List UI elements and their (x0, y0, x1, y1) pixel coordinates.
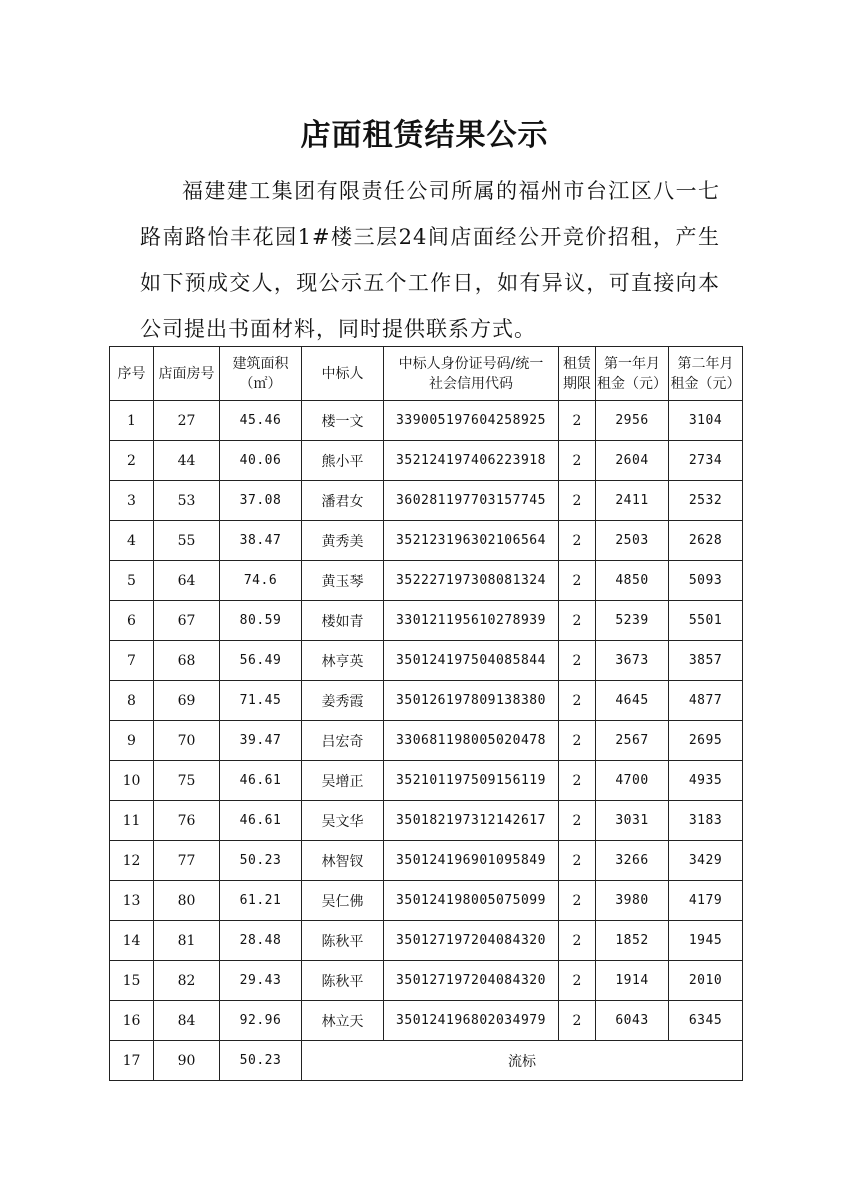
cell-seq: 11 (110, 801, 154, 841)
cell-rent1: 1852 (596, 921, 669, 961)
cell-term: 2 (559, 481, 596, 521)
header-seq: 序号 (110, 347, 154, 401)
table-row (110, 481, 743, 521)
cell-seq: 17 (110, 1041, 154, 1081)
cell-room: 69 (154, 681, 220, 721)
cell-term: 2 (559, 401, 596, 441)
cell-rent2: 3857 (669, 641, 743, 681)
cell-term: 2 (559, 801, 596, 841)
table-row (110, 721, 743, 761)
cell-term: 2 (559, 961, 596, 1001)
cell-id: 339005197604258925 (384, 401, 559, 441)
cell-winner: 潘君女 (302, 481, 384, 521)
cell-rent1: 4645 (596, 681, 669, 721)
cell-id: 352227197308081324 (384, 561, 559, 601)
table-row (110, 841, 743, 881)
cell-room: 70 (154, 721, 220, 761)
cell-rent1: 2503 (596, 521, 669, 561)
header-area (220, 347, 302, 401)
cell-area: 46.61 (220, 761, 302, 801)
cell-winner: 姜秀霞 (302, 681, 384, 721)
cell-area: 40.06 (220, 441, 302, 481)
cell-rent1: 2604 (596, 441, 669, 481)
cell-area: 45.46 (220, 401, 302, 441)
cell-rent2: 2010 (669, 961, 743, 1001)
header-rent-year1 (596, 347, 669, 401)
cell-room: 27 (154, 401, 220, 441)
cell-room: 84 (154, 1001, 220, 1041)
header-id-line2: 社会信用代码 (429, 375, 513, 392)
cell-room: 82 (154, 961, 220, 1001)
cell-rent2: 5501 (669, 601, 743, 641)
cell-id: 350124196802034979 (384, 1001, 559, 1041)
cell-id: 330681198005020478 (384, 721, 559, 761)
cell-rent2: 3183 (669, 801, 743, 841)
cell-area: 92.96 (220, 1001, 302, 1041)
cell-id: 350124197504085844 (384, 641, 559, 681)
cell-room: 90 (154, 1041, 220, 1081)
cell-seq: 6 (110, 601, 154, 641)
cell-rent1: 6043 (596, 1001, 669, 1041)
cell-rent1: 3673 (596, 641, 669, 681)
cell-rent1: 2411 (596, 481, 669, 521)
cell-winner: 黄秀美 (302, 521, 384, 561)
cell-area: 37.08 (220, 481, 302, 521)
cell-term: 2 (559, 1001, 596, 1041)
cell-seq: 15 (110, 961, 154, 1001)
header-row (110, 347, 743, 401)
cell-area: 39.47 (220, 721, 302, 761)
header-rent2-line2: 租金（元） (670, 375, 741, 392)
table-row (110, 681, 743, 721)
cell-winner: 楼如青 (302, 601, 384, 641)
header-winner: 中标人 (302, 347, 384, 401)
cell-area: 56.49 (220, 641, 302, 681)
table-row (110, 1001, 743, 1041)
cell-rent2: 1945 (669, 921, 743, 961)
cell-rent2: 2628 (669, 521, 743, 561)
cell-id: 360281197703157745 (384, 481, 559, 521)
cell-term: 2 (559, 441, 596, 481)
cell-winner: 楼一文 (302, 401, 384, 441)
cell-term: 2 (559, 841, 596, 881)
cell-seq: 16 (110, 1001, 154, 1041)
cell-seq: 13 (110, 881, 154, 921)
cell-term: 2 (559, 921, 596, 961)
table-row (110, 961, 743, 1001)
cell-term: 2 (559, 641, 596, 681)
cell-seq: 14 (110, 921, 154, 961)
cell-room: 64 (154, 561, 220, 601)
table-row (110, 801, 743, 841)
header-room: 店面房号 (154, 347, 220, 401)
cell-room: 55 (154, 521, 220, 561)
cell-seq: 1 (110, 401, 154, 441)
cell-winner: 陈秋平 (302, 961, 384, 1001)
cell-id: 350126197809138380 (384, 681, 559, 721)
cell-seq: 7 (110, 641, 154, 681)
cell-winner: 陈秋平 (302, 921, 384, 961)
header-rent-year2 (669, 347, 743, 401)
cell-room: 68 (154, 641, 220, 681)
cell-area: 28.48 (220, 921, 302, 961)
cell-term: 2 (559, 521, 596, 561)
cell-id: 352123196302106564 (384, 521, 559, 561)
table-body (110, 401, 743, 1081)
cell-room: 76 (154, 801, 220, 841)
cell-term: 2 (559, 681, 596, 721)
header-rent2-line1: 第二年月 (677, 355, 734, 372)
cell-rent2: 5093 (669, 561, 743, 601)
cell-rent1: 4850 (596, 561, 669, 601)
cell-room: 53 (154, 481, 220, 521)
page-title: 店面租赁结果公示 (300, 118, 549, 153)
cell-area: 29.43 (220, 961, 302, 1001)
header-area-line2: （㎡） (239, 375, 282, 392)
cell-seq: 5 (110, 561, 154, 601)
table-row-unsold (110, 1041, 743, 1081)
cell-room: 67 (154, 601, 220, 641)
cell-rent1: 4700 (596, 761, 669, 801)
header-term (559, 347, 596, 401)
cell-room: 44 (154, 441, 220, 481)
cell-id: 330121195610278939 (384, 601, 559, 641)
cell-rent1: 1914 (596, 961, 669, 1001)
cell-winner: 吕宏奇 (302, 721, 384, 761)
header-term-line1: 租赁 (563, 355, 591, 372)
cell-rent2: 4877 (669, 681, 743, 721)
cell-area: 80.59 (220, 601, 302, 641)
cell-rent2: 4179 (669, 881, 743, 921)
cell-seq: 12 (110, 841, 154, 881)
cell-area: 50.23 (220, 841, 302, 881)
cell-id: 352124197406223918 (384, 441, 559, 481)
cell-rent2: 2532 (669, 481, 743, 521)
cell-winner: 熊小平 (302, 441, 384, 481)
table-row (110, 561, 743, 601)
table-header (110, 347, 743, 401)
cell-area: 50.23 (220, 1041, 302, 1081)
cell-rent1: 2956 (596, 401, 669, 441)
cell-term: 2 (559, 561, 596, 601)
cell-winner: 林亨英 (302, 641, 384, 681)
cell-seq: 2 (110, 441, 154, 481)
table-row (110, 441, 743, 481)
cell-status-unsold: 流标 (302, 1041, 743, 1081)
cell-winner: 黄玉琴 (302, 561, 384, 601)
header-id (384, 347, 559, 401)
cell-rent2: 2695 (669, 721, 743, 761)
cell-rent1: 3031 (596, 801, 669, 841)
cell-room: 75 (154, 761, 220, 801)
cell-rent1: 2567 (596, 721, 669, 761)
cell-term: 2 (559, 881, 596, 921)
cell-rent2: 3104 (669, 401, 743, 441)
cell-id: 350182197312142617 (384, 801, 559, 841)
table-row (110, 401, 743, 441)
cell-area: 71.45 (220, 681, 302, 721)
cell-area: 38.47 (220, 521, 302, 561)
cell-area: 74.6 (220, 561, 302, 601)
cell-winner: 吴仁佛 (302, 881, 384, 921)
cell-area: 46.61 (220, 801, 302, 841)
cell-seq: 8 (110, 681, 154, 721)
table-row (110, 881, 743, 921)
cell-rent2: 6345 (669, 1001, 743, 1041)
header-term-line2: 期限 (563, 375, 591, 392)
cell-id: 350124198005075099 (384, 881, 559, 921)
cell-seq: 9 (110, 721, 154, 761)
cell-winner: 林立天 (302, 1001, 384, 1041)
table-row (110, 761, 743, 801)
cell-rent1: 3266 (596, 841, 669, 881)
cell-area: 61.21 (220, 881, 302, 921)
table-row (110, 601, 743, 641)
cell-room: 81 (154, 921, 220, 961)
intro-paragraph: 福建建工集团有限责任公司所属的福州市台江区八一七路南路怡丰花园1#楼三层24间店面经公开竞价招租，产生如下预成交人，现公示五个工作日，如有异议，可直接向本公司提出书面材料，同时提供联系方式。 (140, 179, 720, 341)
cell-winner: 吴增正 (302, 761, 384, 801)
cell-term: 2 (559, 721, 596, 761)
cell-id: 350127197204084320 (384, 961, 559, 1001)
cell-room: 77 (154, 841, 220, 881)
header-id-line1: 中标人身份证号码/统一 (398, 355, 544, 372)
cell-rent2: 4935 (669, 761, 743, 801)
cell-id: 350127197204084320 (384, 921, 559, 961)
cell-id: 350124196901095849 (384, 841, 559, 881)
table-row (110, 641, 743, 681)
cell-seq: 4 (110, 521, 154, 561)
cell-id: 352101197509156119 (384, 761, 559, 801)
cell-winner: 林智钗 (302, 841, 384, 881)
table-row (110, 521, 743, 561)
header-area-line1: 建筑面积 (232, 355, 289, 372)
header-rent1-line1: 第一年月 (604, 355, 660, 372)
cell-rent2: 2734 (669, 441, 743, 481)
rental-result-table (109, 346, 743, 1081)
cell-room: 80 (154, 881, 220, 921)
header-rent1-line2: 租金（元） (597, 375, 667, 392)
cell-rent1: 3980 (596, 881, 669, 921)
cell-term: 2 (559, 601, 596, 641)
cell-seq: 3 (110, 481, 154, 521)
table-row (110, 921, 743, 961)
cell-term: 2 (559, 761, 596, 801)
cell-rent1: 5239 (596, 601, 669, 641)
cell-rent2: 3429 (669, 841, 743, 881)
cell-seq: 10 (110, 761, 154, 801)
cell-winner: 吴文华 (302, 801, 384, 841)
